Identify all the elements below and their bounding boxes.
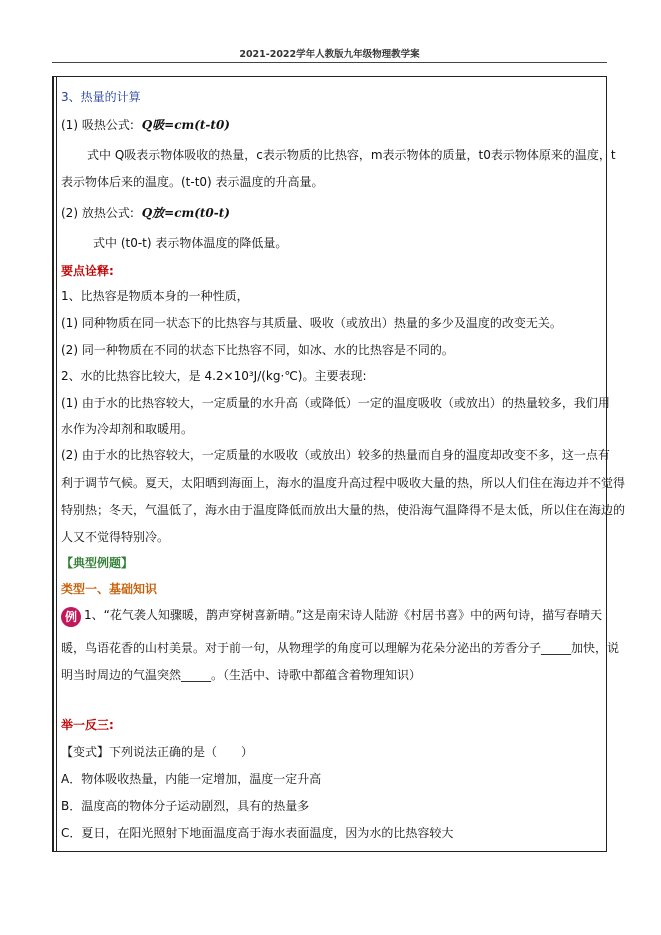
key-point-2-1b: 水作为冷却剂和取暖用。 — [61, 422, 194, 436]
header-rule — [52, 62, 607, 63]
type-heading: 类型一、基础知识 — [61, 582, 158, 596]
example-text-3: 明当时周边的气温突然_____。（生活中、诗歌中都蕴含着物理知识） — [61, 668, 422, 682]
example-badge: 例 — [61, 607, 81, 627]
practice-option-b: B．温度高的物体分子运动剧烈，具有的热量多 — [61, 799, 310, 813]
absorb-formula: Q吸=cm(t-t0) — [141, 118, 230, 132]
release-desc: 式中 (t0-t) 表示物体温度的降低量。 — [93, 236, 288, 250]
examples-heading: 【典型例题】 — [61, 556, 134, 570]
key-point-2-2a: (2) 由于水的比热容较大，一定质量的水吸收（或放出）较多的热量而自身的温度却改变不多，这一点有 — [61, 448, 610, 462]
release-formula-line — [61, 205, 598, 221]
key-point-2-2d: 人又不觉得特别冷。 — [61, 530, 170, 544]
section-heading: 3、热量的计算 — [61, 90, 141, 104]
practice-question: 【变式】下列说法正确的是（ ） — [61, 745, 254, 759]
key-point-1: 1、比热容是物质本身的一种性质， — [61, 289, 249, 303]
practice-option-c: C．夏日，在阳光照射下地面温度高于海水表面温度，因为水的比热容较大 — [61, 826, 454, 840]
key-point-2-1a: (1) 由于水的比热容较大，一定质量的水升高（或降低）一定的温度吸收（或放出）的热量较多，我们用 — [61, 396, 610, 410]
release-label: (2) 放热公式: — [61, 206, 134, 220]
absorb-desc-2: 表示物体后来的温度。(t-t0) 表示温度的升高量。 — [61, 175, 324, 189]
practice-option-a: A．物体吸收热量，内能一定增加，温度一定升高 — [61, 772, 322, 786]
content-frame — [52, 76, 626, 852]
absorb-formula-line — [61, 117, 598, 133]
page-header: 2021-2022学年人教版九年级物理教学案 — [239, 49, 420, 60]
release-formula: Q放=cm(t0-t) — [141, 206, 230, 220]
example-text-1: 1、“花气袭人知骤暖，鹊声穿树喜新晴。”这是南宋诗人陆游《村居书喜》中的两句诗，描写春晴天 — [84, 608, 603, 622]
key-point-2-2c: 特别热；冬天，气温低了，海水由于温度降低而放出大量的热，使沿海气温降得不是太低，所以住在海边的 — [61, 503, 626, 517]
key-point-2-2b: 利于调节气候。夏天，太阳晒到海面上，海水的温度升高过程中吸收大量的热，所以人们住在海边并不觉得 — [61, 476, 626, 490]
absorb-desc-1: 式中 Q吸表示物体吸收的热量，c表示物质的比热容，m表示物体的质量，t0表示物体原来的温度，t — [87, 148, 616, 162]
example-question-line-1 — [61, 607, 603, 627]
key-point-2: 2、水的比热容比较大，是 4.2×10³J/(kg·℃)。主要表现: — [61, 369, 367, 383]
key-points-heading: 要点诠释: — [61, 264, 114, 278]
example-text-2: 暖，鸟语花香的山村美景。对于前一句，从物理学的角度可以理解为花朵分泌出的芳香分子_____加快，说 — [61, 641, 620, 655]
key-point-1-2: (2) 同一种物质在不同的状态下比热容不同，如冰、水的比热容是不同的。 — [61, 343, 454, 357]
key-point-1-1: (1) 同种物质在同一状态下的比热容与其质量、吸收（或放出）热量的多少及温度的改变无关。 — [61, 316, 562, 330]
practice-heading: 举一反三: — [61, 718, 114, 732]
absorb-label: (1) 吸热公式: — [61, 118, 134, 132]
